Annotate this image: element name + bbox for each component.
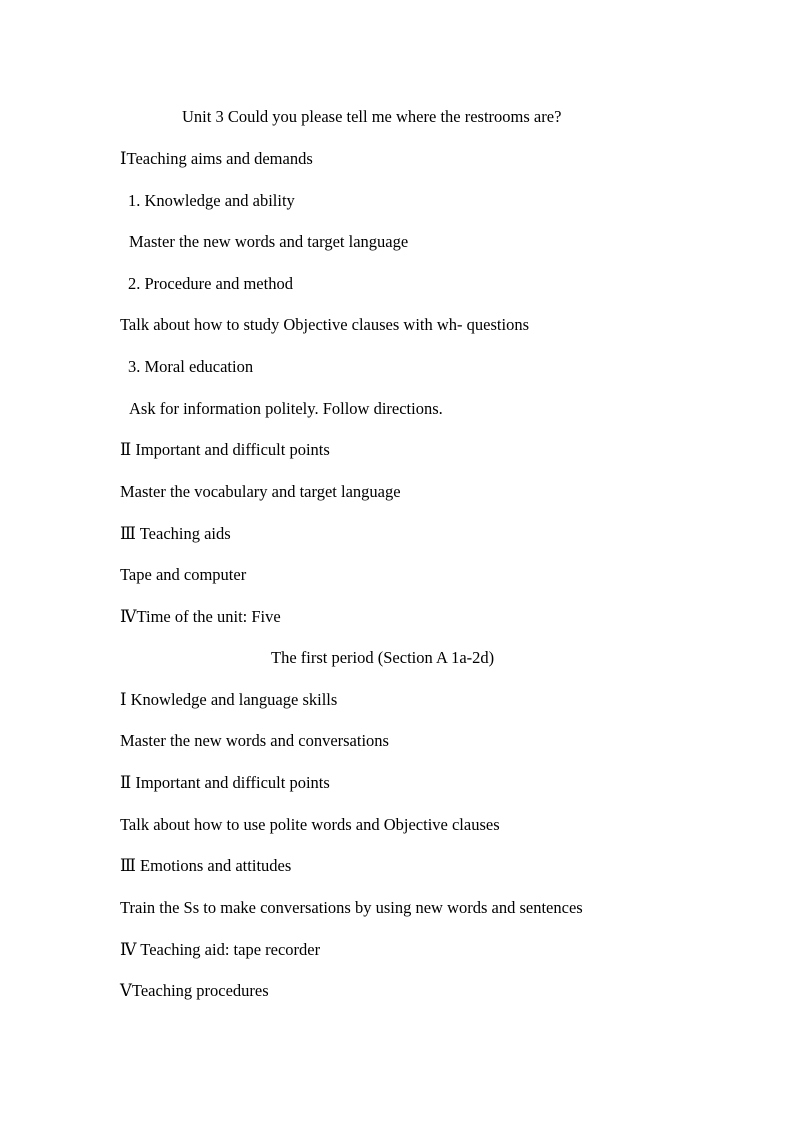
heading-teaching-aid: Ⅳ Teaching aid: tape recorder bbox=[120, 940, 321, 959]
heading-teaching-aims: ⅠTeaching aims and demands bbox=[120, 149, 313, 168]
heading-time-of-unit: ⅣTime of the unit: Five bbox=[120, 607, 281, 626]
heading-knowledge-skills: Ⅰ Knowledge and language skills bbox=[120, 690, 338, 709]
text-objective-clauses: Talk about how to study Objective clauses with wh- questions bbox=[120, 315, 529, 334]
text-ask-information: Ask for information politely. Follow directions. bbox=[129, 399, 443, 418]
unit-title: Unit 3 Could you please tell me where the restrooms are? bbox=[182, 107, 562, 126]
heading-teaching-procedures: ⅤTeaching procedures bbox=[120, 981, 269, 1000]
period-title: The first period (Section A 1a-2d) bbox=[271, 648, 495, 667]
subheading-knowledge-ability: 1. Knowledge and ability bbox=[128, 191, 295, 210]
heading-emotions-attitudes: Ⅲ Emotions and attitudes bbox=[120, 856, 292, 875]
text-polite-words: Talk about how to use polite words and Objective clauses bbox=[120, 815, 500, 834]
text-train-ss: Train the Ss to make conversations by using new words and sentences bbox=[120, 898, 583, 917]
subheading-moral-education: 3. Moral education bbox=[128, 357, 254, 376]
subheading-procedure-method: 2. Procedure and method bbox=[128, 274, 293, 293]
heading-important-points: Ⅱ Important and difficult points bbox=[120, 440, 330, 459]
heading-important-points-2: Ⅱ Important and difficult points bbox=[120, 773, 330, 792]
text-tape-computer: Tape and computer bbox=[120, 565, 247, 584]
heading-teaching-aids: Ⅲ Teaching aids bbox=[120, 524, 231, 543]
text-master-new-words: Master the new words and target language bbox=[129, 232, 409, 251]
text-master-vocabulary: Master the vocabulary and target language bbox=[120, 482, 401, 501]
text-master-conversations: Master the new words and conversations bbox=[120, 731, 389, 750]
